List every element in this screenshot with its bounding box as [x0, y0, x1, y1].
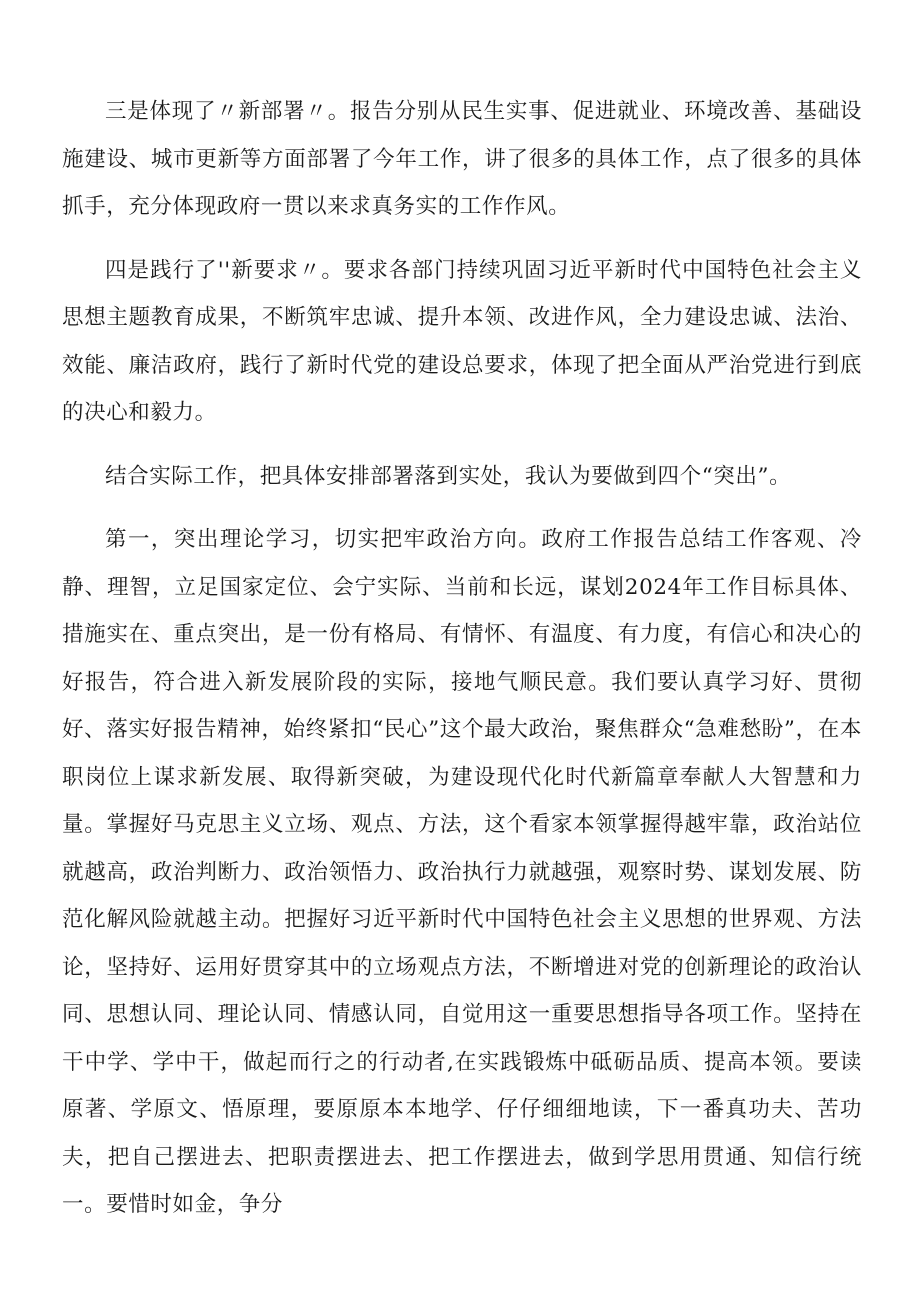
paragraph-gap [62, 500, 862, 516]
paragraph-four-highlights: 结合实际工作，把具体安排部署落到实处，我认为要做到四个“突出”。 [105, 463, 792, 489]
paragraph-new-requirements: 四是践行了''新要求〃。要求各部门持续巩固习近平新时代中国特色社会主义思想主题教育成果，不断筑牢忠诚、提升本领、改进作风，全力建设忠诚、法治、效能、廉洁政府，践行了新时代党的建设总要求，体现了把全面从严治党进行到底的决心和毅力。 [62, 257, 862, 425]
paragraph-gap [62, 437, 862, 453]
paragraph-gap [62, 231, 862, 247]
paragraph-new-deployment: 三是体现了〃新部署〃。报告分别从民生实事、促进就业、环境改善、基础设施建设、城市更新等方面部署了今年工作，讲了很多的具体工作，点了很多的具体抓手，充分体现政府一贯以来求真务实的工作作风。 [62, 99, 862, 219]
paragraph-first-theory-study: 第一，突出理论学习，切实把牢政治方向。政府工作报告总结工作客观、冷静、理智，立足国家定位、会宁实际、当前和长远，谋划2024年工作目标具体、措施实在、重点突出，是一份有格局、有情怀、有温度、有力度，有信心和决心的好报告，符合进入新发展阶段的实际，接地气顺民意。我们要认真学习好、贯彻好、落实好报告精神，始终紧扣“民心”这个最大政治，聚焦群众“急难愁盼”，在本职岗位上谋求新发展、取得新突破，为建设现代化时代新篇章奉献人大智慧和力量。掌握好马克思主义立场、观点、方法，这个看家本领掌握得越牢靠，政治站位就越高，政治判断力、政治领悟力、政治执行力就越强，观察时势、谋划发展、防范化解风险就越主动。把握好习近平新时代中国特色社会主义思想的世界观、方法论，坚持好、运用好贯穿其中的立场观点方法，不断增进对党的创新理论的政治认同、思想认同、理论认同、情感认同，自觉用这一重要思想指导各项工作。坚持在干中学、学中干，做起而行之的行动者,在实践锻炼中砥砺品质、提高本领。要读原著、学原文、悟原理，要原原本本地学、仔仔细细地读，下一番真功夫、苦功夫，把自己摆进去、把职责摆进去、把工作摆进去，做到学思用贯通、知信行统一。要惜时如金，争分 [62, 527, 862, 1217]
document-page [62, 88, 862, 1229]
